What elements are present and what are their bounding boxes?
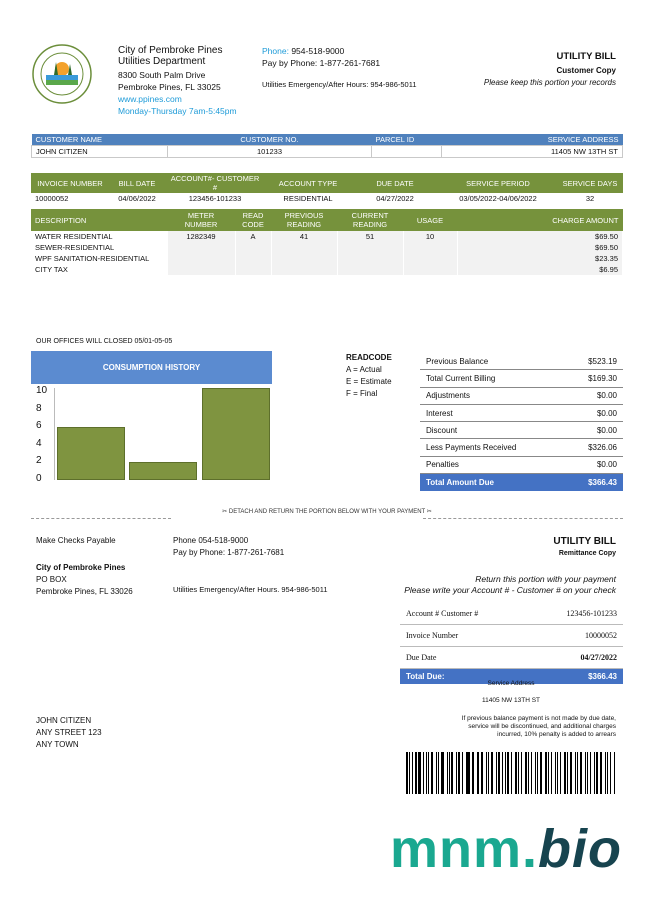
barcode-bar [478,752,479,794]
total-due-value: $366.43 [588,672,617,681]
invoice-row [400,625,623,647]
warning-line-1: If previous balance payment is not made by due date, [461,715,616,722]
charge-cell [403,253,457,264]
keep-note: Please keep this portion your records [483,78,616,87]
col-service-period: SERVICE PERIOD [439,173,557,193]
barcode-bar [431,752,433,794]
barcode-bar [498,752,500,794]
scissors-icon: ✂ [426,509,432,515]
balance-row [420,370,623,387]
service-address-cell: 11405 NW 13TH ST [442,146,623,158]
barcode-bar [594,752,595,794]
watermark-part-2: bio [538,819,622,879]
emergency-line: Utilities Emergency/After Hours: 954-986-5011 [262,80,417,89]
barcode-bar [477,752,478,794]
barcode-bar [505,752,506,794]
account-label: Account # Customer # [406,609,479,618]
bill-title: UTILITY BILL [556,51,616,62]
barcode-bar [518,752,519,794]
balance-row [420,405,623,422]
col-service-days: SERVICE DAYS [557,173,623,193]
balance-label: Discount [426,425,458,435]
dept-line-2: Utilities Department [118,56,206,67]
barcode-bar [426,752,427,794]
due-value: 04/27/2022 [580,653,617,662]
col-account-type: ACCOUNT TYPE [265,173,351,193]
col-parcel-id: PARCEL ID [372,134,442,146]
balance-label: Adjustments [426,391,471,401]
mail-town: ANY TOWN [36,740,79,749]
payee-block [36,562,133,598]
charge-cell: 51 [337,231,403,242]
barcode-bar [557,752,558,794]
charge-cell: WATER RESIDENTIAL [31,231,167,242]
barcode-bar [466,752,467,794]
barcode [406,752,616,794]
col-description: DESCRIPTION [31,209,167,231]
contact-info [262,45,380,69]
account-value: 123456-101233 [566,609,617,618]
barcode-bar [551,752,552,794]
balance-label: Previous Balance [426,356,489,366]
barcode-bar [507,752,509,794]
charge-cell [337,253,403,264]
barcode-bar [415,752,417,794]
account-customer-cell: 123456-101233 [188,194,242,203]
table-row [31,242,623,253]
make-checks-label: Make Checks Payable [36,536,116,545]
barcode-bar [585,752,587,794]
balance-label: Penalties [426,460,459,470]
return-note-2: Please write your Account # - Customer # on your check [404,585,616,595]
barcode-bar [545,752,548,794]
mail-street: ANY STREET 123 [36,728,102,737]
barcode-bar [580,752,582,794]
col-bill-date: BILL DATE [109,173,165,193]
balance-label: Total Current Billing [426,373,496,383]
invoice-value: 10000052 [585,631,617,640]
barcode-bar [515,752,518,794]
charge-cell: $6.95 [457,264,623,275]
account-type-cell: RESIDENTIAL [283,194,333,203]
total-due-label: Total Due: [406,672,445,681]
charge-cell [167,264,235,275]
barcode-bar [555,752,557,794]
col-charge-amount: CHARGE AMOUNT [457,209,623,231]
mail-name: JOHN CITIZEN [36,716,92,725]
balance-row [420,422,623,439]
barcode-bar [458,752,460,794]
charge-cell [271,253,337,264]
barcode-bar [570,752,573,794]
col-meter-number: METER NUMBER [167,209,235,231]
copy-label: Customer Copy [556,66,616,75]
phone-line [262,45,380,57]
barcode-bar [614,752,615,794]
mailing-address [36,715,102,751]
balance-value: $0.00 [596,391,617,401]
consumption-history-title: CONSUMPTION HISTORY [31,351,272,384]
balance-value: $326.06 [588,443,617,453]
col-previous-reading: PREVIOUS READING [271,209,337,231]
balance-row [420,457,623,474]
barcode-bar [575,752,576,794]
return-note-1: Return this portion with your payment [475,574,616,584]
col-read-code: READ CODE [235,209,271,231]
y-axis-line [54,388,55,480]
parcel-id-cell [372,146,442,158]
consumption-bar [57,427,125,480]
scissors-icon: ✂ [222,509,228,515]
return-note [404,574,616,596]
col-usage: USAGE [403,209,457,231]
barcode-bar [481,752,483,794]
readcode-title: READCODE [346,353,392,362]
service-address-value: 11405 NW 13TH ST [481,697,541,704]
due-date-row [400,647,623,669]
barcode-bar [577,752,578,794]
y-tick-label: 4 [36,437,42,449]
barcode-bar [441,752,444,794]
watermark-part-1: mnm. [389,819,539,879]
balance-row [420,439,623,456]
barcode-bar [467,752,470,794]
barcode-bar [436,752,438,794]
account-row [400,603,623,625]
charge-cell: $69.50 [457,231,623,242]
due-date-cell: 04/27/2022 [376,194,414,203]
city-seal-logo [32,44,92,104]
dept-line-1: City of Pembroke Pines [118,45,223,56]
balance-value: $169.30 [588,373,617,383]
charge-cell: 41 [271,231,337,242]
remit-title: UTILITY BILL [553,536,616,547]
invoice-number-cell: 10000052 [35,194,69,203]
warning-line-3: incurred, 10% penalty is added to arrears [497,731,616,738]
balance-row [420,474,623,491]
barcode-bar [587,752,588,794]
bill-title-block [484,51,616,87]
remit-title-block [553,536,616,557]
charge-cell [271,242,337,253]
balance-value: $366.43 [588,478,617,488]
charge-cell: CITY TAX [31,264,167,275]
barcode-bar [496,752,497,794]
consumption-bar [129,462,197,480]
balance-value: $0.00 [596,408,617,418]
barcode-bar [438,752,439,794]
barcode-bar [418,752,421,794]
table-row [31,253,623,264]
col-current-reading: CURRENT READING [337,209,403,231]
y-tick-label: 0 [36,473,42,484]
department-name [118,45,223,67]
y-tick-label: 2 [36,455,42,467]
offices-closed-notice: OUR OFFICES WILL CLOSED 05/01-05-05 [36,338,173,345]
address-line-2: Pembroke Pines, FL 33025 [118,82,221,92]
payee-city: Pembroke Pines, FL 33026 [36,587,133,596]
balance-row [420,353,623,370]
invoice-label: Invoice Number [406,631,459,640]
table-row [31,264,623,275]
website-link[interactable]: www.ppines.com [118,94,182,104]
service-address-label: Service Address [487,680,535,687]
customer-table [31,134,623,158]
barcode-bar [531,752,532,794]
charge-cell [167,242,235,253]
remit-pay-by-phone: Pay by Phone: 1-877-261-7681 [173,548,285,557]
barcode-bar [447,752,448,794]
barcode-bar [502,752,503,794]
balance-label: Less Payments Received [426,443,517,453]
payee-po-box: PO BOX [36,575,67,584]
late-payment-warning [462,715,616,739]
barcode-bar [406,752,408,794]
barcode-bar [449,752,450,794]
invoice-table [31,173,623,204]
charge-cell [337,242,403,253]
remit-copy-label: Remittance Copy [558,550,616,557]
charge-cell [235,253,271,264]
barcode-bar [409,752,410,794]
detach-text: DETACH AND RETURN THE PORTION BELOW WITH YOUR PAYMENT [228,509,426,515]
remit-phone: Phone 054-518-9000 [173,536,249,545]
barcode-bar [590,752,591,794]
bill-date-cell: 04/06/2022 [118,194,156,203]
remit-account-box [400,603,623,684]
barcode-bar [488,752,489,794]
consumption-bar [202,388,270,480]
due-label: Due Date [406,653,437,662]
barcode-bar [607,752,608,794]
balance-label: Total Amount Due [426,478,494,488]
barcode-bar [525,752,527,794]
col-invoice-number: INVOICE NUMBER [31,173,109,193]
charge-cell [337,264,403,275]
barcode-bar [412,752,413,794]
readcode-final: F = Final [346,389,378,398]
barcode-bar [472,752,474,794]
balance-summary [420,353,623,491]
phone-label: Phone: [262,46,289,56]
col-account-customer: ACCOUNT#- CUSTOMER # [165,173,265,193]
barcode-bar [423,752,424,794]
balance-value: $0.00 [596,425,617,435]
table-row [31,231,623,242]
balance-value: $0.00 [596,460,617,470]
table-row [32,146,623,158]
charge-cell [235,242,271,253]
charge-cell: $23.35 [457,253,623,264]
col-service-address: SERVICE ADDRESS [442,134,623,146]
charge-cell [167,253,235,264]
charge-cell: WPF SANITATION-RESIDENTIAL [31,253,167,264]
balance-value: $523.19 [588,356,617,366]
barcode-bar [456,752,457,794]
charge-cell [403,242,457,253]
charge-cell: $69.50 [457,242,623,253]
department-address [118,69,237,117]
barcode-bar [535,752,536,794]
charge-cell [271,264,337,275]
barcode-bar [486,752,487,794]
barcode-bar [600,752,602,794]
charge-cell [403,264,457,275]
detach-line [31,508,623,518]
dash-line-right [423,518,623,519]
barcode-bar [528,752,530,794]
barcode-bar [548,752,549,794]
pay-by-phone: Pay by Phone: 1-877-261-7681 [262,58,381,68]
balance-row [420,388,623,405]
y-tick-label: 8 [36,402,42,414]
remit-contact [173,535,284,559]
charge-cell [235,264,271,275]
barcode-bar [560,752,561,794]
barcode-bar [596,752,599,794]
service-days-cell: 32 [585,194,595,203]
barcode-bar [605,752,606,794]
watermark [390,818,622,880]
barcode-bar [537,752,538,794]
barcode-bar [564,752,566,794]
remit-emergency: Utilities Emergency/After Hours. 954-986-5011 [173,585,328,594]
barcode-bar [451,752,453,794]
table-row [31,193,623,204]
readcode-estimate: E = Estimate [346,377,392,386]
barcode-bar [540,752,542,794]
charge-cell: 1282349 [167,231,235,242]
barcode-bar [491,752,494,794]
barcode-bar [428,752,429,794]
barcode-bar [567,752,568,794]
phone-number: 954-518-9000 [291,46,345,56]
customer-name-cell: JOHN CITIZEN [32,146,168,158]
barcode-bar [462,752,463,794]
charge-cell: A [235,231,271,242]
y-tick-label: 10 [36,385,48,397]
barcode-bar [511,752,512,794]
barcode-bar [610,752,612,794]
service-period-cell: 03/05/2022-04/06/2022 [459,194,537,203]
charge-cell: 10 [403,231,457,242]
office-hours: Monday-Thursday 7am-5:45pm [118,106,237,116]
col-customer-name: CUSTOMER NAME [32,134,168,146]
readcode-actual: A = Actual [346,365,382,374]
col-due-date: DUE DATE [351,173,439,193]
warning-line-2: service will be discontinued, and additional charges [468,723,616,730]
barcode-bar [521,752,522,794]
charge-cell: SEWER-RESIDENTIAL [31,242,167,253]
payee-name: City of Pembroke Pines [36,563,126,572]
dash-line-left [31,518,171,519]
charges-table [31,209,623,275]
y-tick-label: 6 [36,420,42,432]
balance-label: Interest [426,408,453,418]
col-customer-no: CUSTOMER NO. [168,134,372,146]
customer-no-cell: 101233 [168,146,372,158]
readcode-legend [346,352,392,400]
address-line-1: 8300 South Palm Drive [118,70,206,80]
